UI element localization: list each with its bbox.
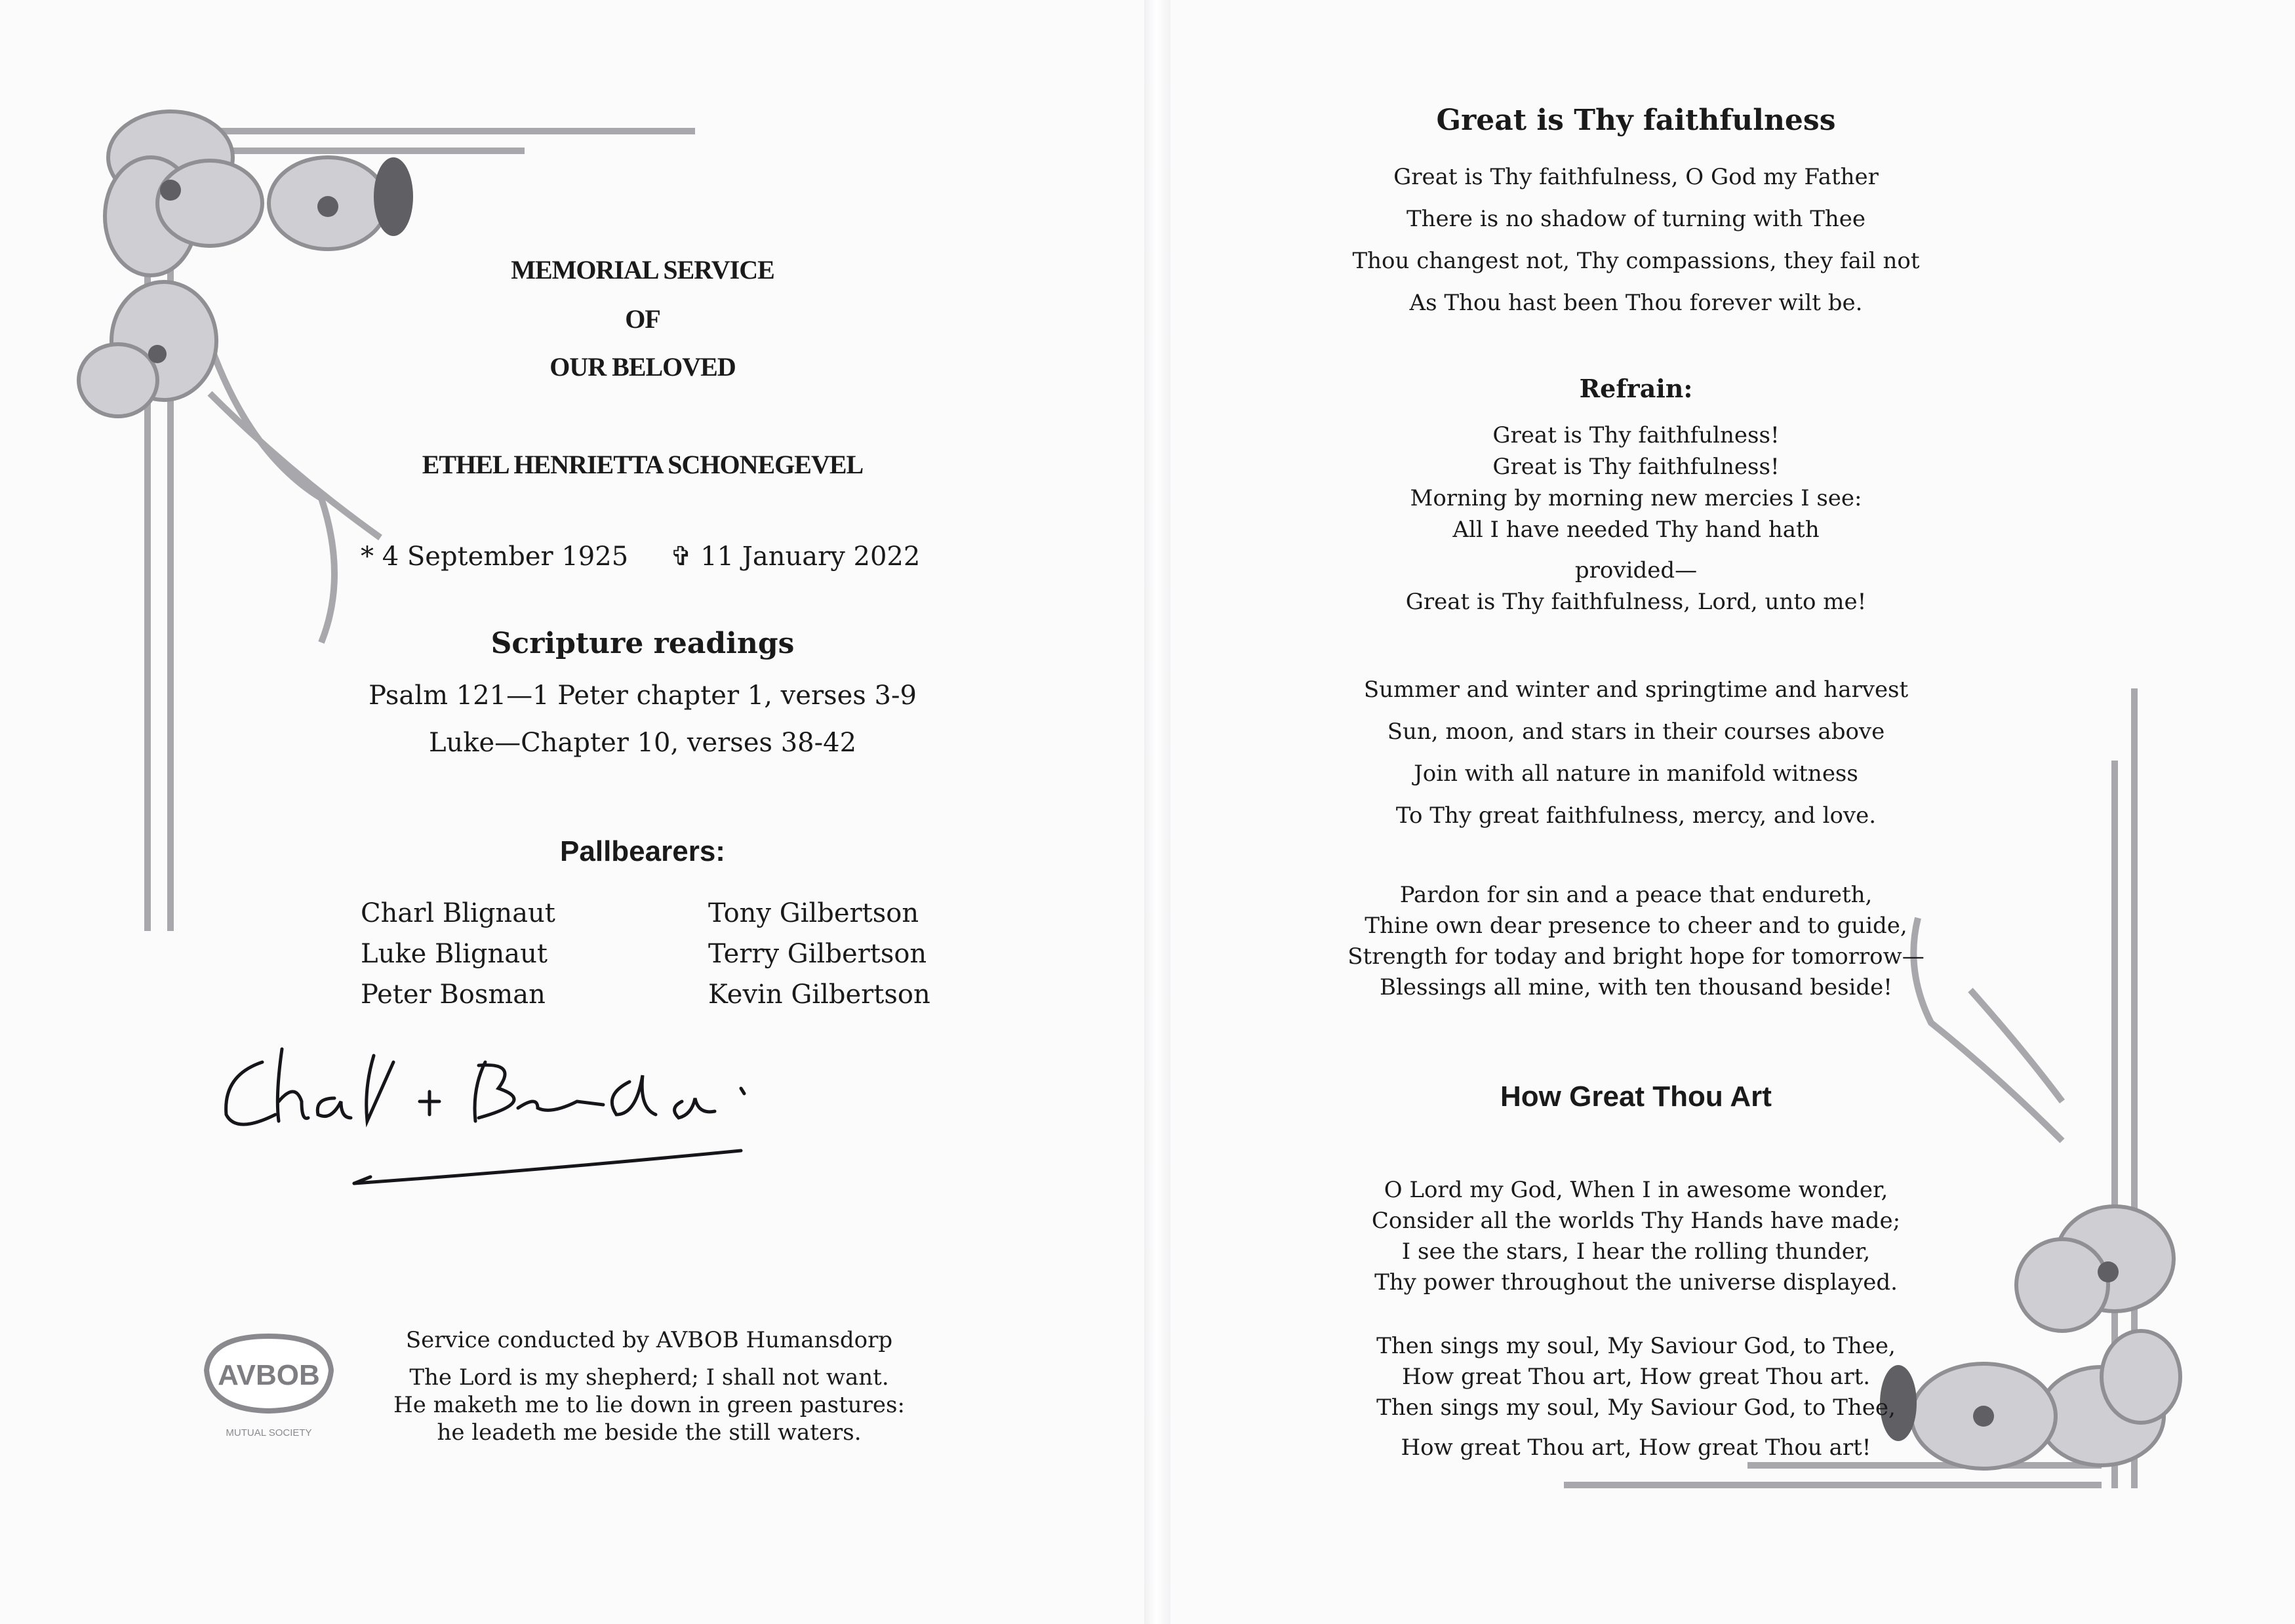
refrain-heading: Refrain: (1579, 374, 1693, 403)
refrain-line: Morning by morning new mercies I see: (1410, 485, 1862, 511)
verse-line: Thine own dear presence to cheer and to guide, (1365, 913, 1907, 939)
verse-line: I see the stars, I hear the rolling thunder, (1401, 1238, 1871, 1265)
verse-line: Summer and winter and springtime and harvest (1363, 677, 1909, 703)
refrain-line: All I have needed Thy hand hath (1452, 517, 1820, 543)
page-fold (1144, 0, 1170, 1624)
verse-line: To Thy great faithfulness, mercy, and love. (1395, 802, 1877, 829)
psalm-excerpt (367, 1364, 931, 1446)
memorial-title-line-1: MEMORIAL SERVICE (511, 255, 774, 285)
verse-line: Great is Thy faithfulness, O God my Father (1393, 164, 1879, 190)
left-page (0, 0, 1144, 1624)
verse-line: O Lord my God, When I in awesome wonder, (1384, 1177, 1888, 1203)
hymn-2-chorus (1308, 1331, 1964, 1463)
verse-line: Join with all nature in manifold witness (1414, 761, 1858, 787)
chorus-line: How great Thou art, How great Thou art! (1401, 1435, 1871, 1461)
psalm-line: The Lord is my shepherd; I shall not want. (409, 1364, 889, 1391)
scripture-heading: Scripture readings (490, 627, 795, 660)
chorus-line: Then sings my soul, My Saviour God, to Thee, (1376, 1395, 1896, 1421)
pallbearer: Tony Gilbertson (708, 898, 919, 928)
right-page (1170, 0, 2295, 1624)
hymn-1-verse-3 (1308, 880, 1964, 1003)
pallbearer: Kevin Gilbertson (708, 980, 930, 1010)
service-note: Service conducted by AVBOB Humansdorp (405, 1327, 893, 1353)
verse-line: Pardon for sin and a peace that endureth, (1399, 882, 1873, 908)
hymn-1-title: Great is Thy faithfulness (1436, 104, 1836, 137)
verse-line: Sun, moon, and stars in their courses above (1387, 719, 1885, 745)
verse-line: As Thou hast been Thou forever wilt be. (1409, 290, 1863, 316)
verse-line: Strength for today and bright hope for tomorrow— (1347, 943, 1925, 970)
pallbearer: Charl Blignaut (361, 898, 555, 928)
verse-line: Consider all the worlds Thy Hands have made; (1371, 1208, 1901, 1234)
psalm-line: He maketh me to lie down in green pastures: (393, 1392, 905, 1418)
scripture-reading-2: Luke—Chapter 10, verses 38-42 (428, 728, 857, 758)
floral-corner-decoration (39, 79, 708, 944)
pallbearer: Peter Bosman (361, 980, 546, 1010)
verse-line: Thy power throughout the universe displayed. (1374, 1269, 1898, 1296)
handwritten-signature (210, 1036, 787, 1206)
refrain-line: provided— (1574, 557, 1698, 584)
logo-subtitle: MUTUAL SOCIETY (226, 1427, 312, 1438)
hymn-2-title: How Great Thou Art (1500, 1080, 1772, 1113)
verse-line: Blessings all mine, with ten thousand beside! (1380, 974, 1892, 1000)
verse-line: Thou changest not, Thy compassions, they fail not (1352, 248, 1920, 274)
memorial-title-line-2: OF (625, 304, 660, 334)
pallbearer: Luke Blignaut (361, 939, 548, 969)
chorus-line: Then sings my soul, My Saviour God, to Thee, (1376, 1333, 1896, 1359)
hymn-1-verse-2 (1308, 669, 1964, 837)
hymn-2-verse (1308, 1175, 1964, 1298)
deceased-name: ETHEL HENRIETTA SCHONEGEVEL (422, 450, 864, 479)
pallbearer: Terry Gilbertson (708, 939, 927, 969)
avbob-logo (197, 1331, 341, 1442)
psalm-line: he leadeth me beside the still waters. (437, 1419, 862, 1446)
birth-date: * 4 September 1925 (361, 542, 629, 572)
hymn-1-verse-1 (1308, 156, 1964, 324)
refrain (1308, 420, 1964, 618)
pallbearers-heading: Pallbearers: (560, 835, 725, 867)
refrain-line: Great is Thy faithfulness! (1492, 422, 1780, 448)
logo-wordmark: AVBOB (218, 1359, 320, 1391)
chorus-line: How great Thou art, How great Thou art. (1401, 1364, 1871, 1390)
scripture-reading-1: Psalm 121—1 Peter chapter 1, verses 3-9 (369, 681, 917, 711)
memorial-title-line-3: OUR BELOVED (549, 352, 736, 382)
verse-line: There is no shadow of turning with Thee (1406, 206, 1866, 232)
death-date: ✞ 11 January 2022 (670, 542, 921, 572)
refrain-line: Great is Thy faithfulness! (1492, 454, 1780, 480)
refrain-line: Great is Thy faithfulness, Lord, unto me! (1405, 589, 1867, 615)
